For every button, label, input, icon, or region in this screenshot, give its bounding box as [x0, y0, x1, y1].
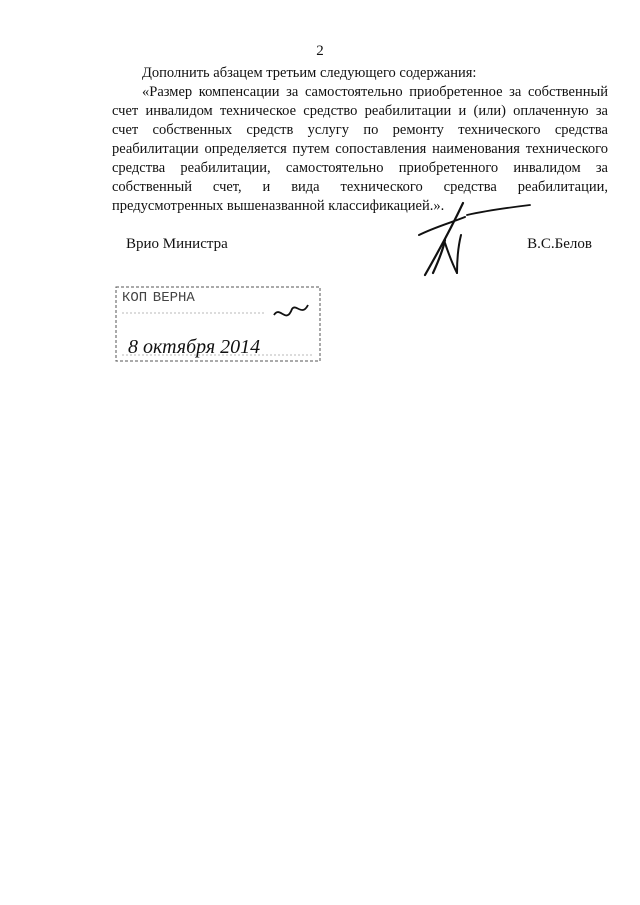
stamp-copy-label: КОП ВЕРНА — [122, 290, 195, 306]
page-number: 2 — [316, 43, 324, 59]
certification-stamp — [114, 285, 324, 365]
stamp-date: 8 октября 2014 — [128, 336, 261, 358]
amendment-intro-paragraph: Дополнить абзацем третьим следующего содержания: — [142, 65, 477, 81]
amendment-text — [112, 64, 608, 216]
signer-name: В.С.Белов — [527, 236, 592, 252]
handwritten-signature — [405, 195, 535, 280]
amendment-content-paragraph: «Размер компенсации за самостоятельно приобретенное за собственный счет инвалидом техническое средство реабилитации и (или) оплаченную за счет собственных средств услугу по ремонту технического средства реабилитации определяется путем сопоставления наименования технического средства реабилитации, самостоятельно приобретенного инвалидом за собственный счет, и вида технического средства реабилитации, предусмотренных вышеназванной классификацией.». — [112, 84, 608, 214]
signer-title: Врио Министра — [126, 236, 228, 252]
